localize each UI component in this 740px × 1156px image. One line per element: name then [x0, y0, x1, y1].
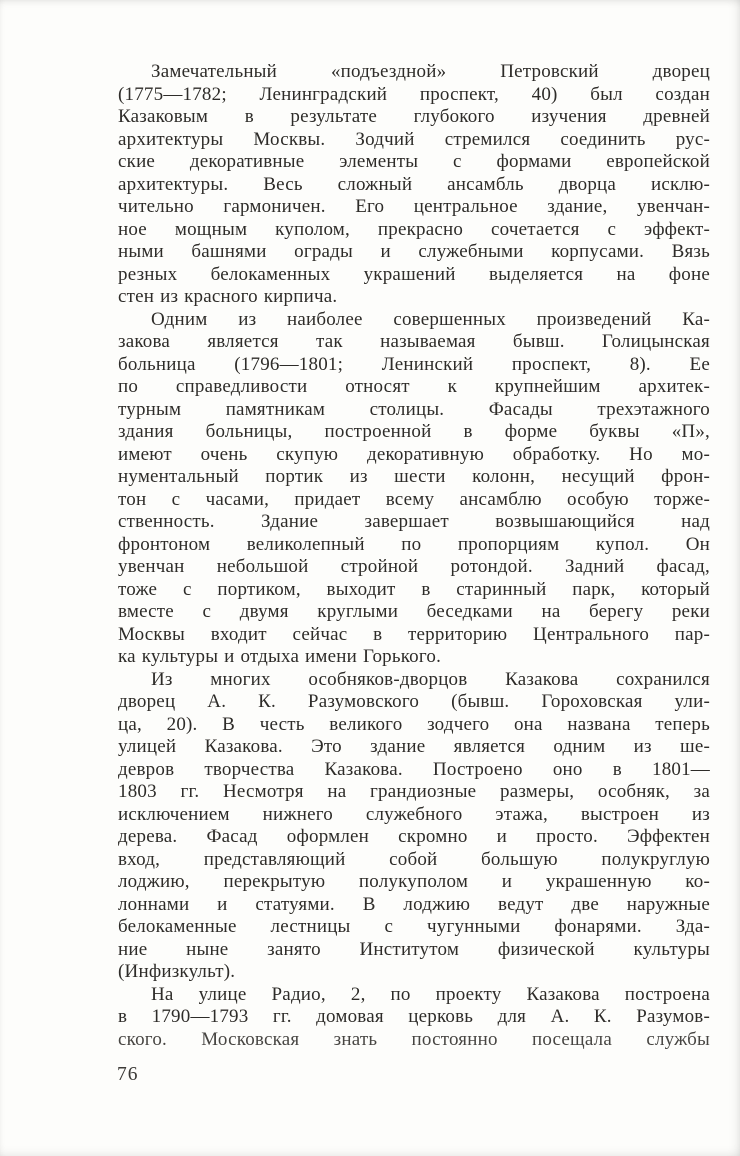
text-line: ские декоративные элементы с формами европейской: [118, 151, 710, 172]
text-line: архитектуры. Весь сложный ансамбль дворца исклю-: [118, 173, 710, 195]
page-text: [118, 61, 710, 1051]
text-line: девров творчества Казакова. Построено оно в 1801—: [118, 758, 710, 780]
text-line: улицей Казакова. Это здание является одним из ше-: [118, 736, 710, 757]
text-line: 1803 гг. Несмотря на грандиозные размеры, особняк, за: [118, 781, 710, 802]
text-line: чительно гармоничен. Его центральное здание, увенчан-: [118, 196, 710, 217]
text-line: архитектуры Москвы. Зодчий стремился соединить рус-: [118, 128, 710, 150]
text-line: дворец А. К. Разумовского (бывш. Гороховская ули-: [118, 691, 710, 712]
text-line: стен из красного кирпича.: [118, 286, 338, 307]
text-line: Одним из наиболее совершенных произведений Ка-: [151, 308, 710, 330]
text-line: ное мощным куполом, прекрасно сочетается с эффект-: [118, 218, 710, 240]
text-line: Замечательный «подъездной» Петровский дворец: [151, 61, 710, 82]
page-number: 76: [117, 1064, 139, 1085]
text-line: в 1790—1793 гг. домовая церковь для А. К. Разумов-: [118, 1006, 710, 1027]
text-line: тоже с портиком, выходит в старинный парк, который: [118, 578, 710, 600]
text-line: нументальный портик из шести колонн, несущий фрон-: [118, 466, 710, 487]
text-line: Казаковым в результате глубокого изучения древней: [118, 106, 710, 127]
text-line: лоннами и статуями. В лоджию ведут две наружные: [118, 893, 710, 915]
text-line: по справедливости относят к крупнейшим архитек-: [118, 376, 710, 397]
text-line: Из многих особняков-дворцов Казакова сохранился: [151, 668, 710, 690]
text-line: здания больницы, построенной в форме буквы «П»,: [118, 421, 710, 442]
text-line: имеют очень скупую декоративную обработку. Но мо-: [118, 443, 710, 465]
text-line: ского. Московская знать постоянно посещала службы: [118, 1028, 710, 1050]
text-line: белокаменные лестницы с чугунными фонарями. Зда-: [118, 916, 710, 937]
paragraph: [118, 984, 710, 1052]
text-line: вместе с двумя круглыми беседками на берегу реки: [118, 601, 710, 622]
text-line: ние ныне занято Институтом физической культуры: [118, 938, 710, 960]
text-line: На улице Радио, 2, по проекту Казакова построена: [151, 983, 710, 1005]
text-line: (Инфизкульт).: [118, 961, 236, 982]
text-line: ца, 20). В честь великого зодчего она названа теперь: [118, 713, 710, 735]
paragraph: [118, 669, 710, 984]
text-line: ными башнями ограды и служебными корпусами. Вязь: [118, 241, 710, 262]
text-line: вход, представляющий собой большую полукруглую: [118, 848, 710, 870]
text-line: (1775—1782; Ленинградский проспект, 40) был создан: [118, 83, 710, 105]
paragraph: [118, 309, 710, 669]
text-line: резных белокаменных украшений выделяется на фоне: [118, 263, 710, 285]
text-line: фронтоном великолепный по пропорциям купол. Он: [118, 533, 710, 555]
paragraph: [118, 61, 710, 309]
text-line: увенчан небольшой стройной ротондой. Задний фасад,: [118, 556, 710, 577]
text-line: ка культуры и отдыха имени Горького.: [118, 646, 442, 667]
text-line: закова является так называемая бывш. Голицынская: [118, 331, 710, 352]
text-line: тон с часами, придает всему ансамблю особую торже-: [118, 488, 710, 510]
text-line: дерева. Фасад оформлен скромно и просто. Эффектен: [118, 826, 710, 847]
text-line: турным памятникам столицы. Фасады трехэтажного: [118, 398, 710, 420]
text-line: лоджию, перекрытую полукуполом и украшенную ко-: [118, 871, 710, 892]
text-line: исключением нижнего служебного этажа, выстроен из: [118, 803, 710, 825]
text-line: Москвы входит сейчас в территорию Центрального пар-: [118, 623, 710, 645]
text-line: больница (1796—1801; Ленинский проспект, 8). Ее: [118, 353, 710, 375]
text-line: ственность. Здание завершает возвышающийся над: [118, 511, 710, 532]
